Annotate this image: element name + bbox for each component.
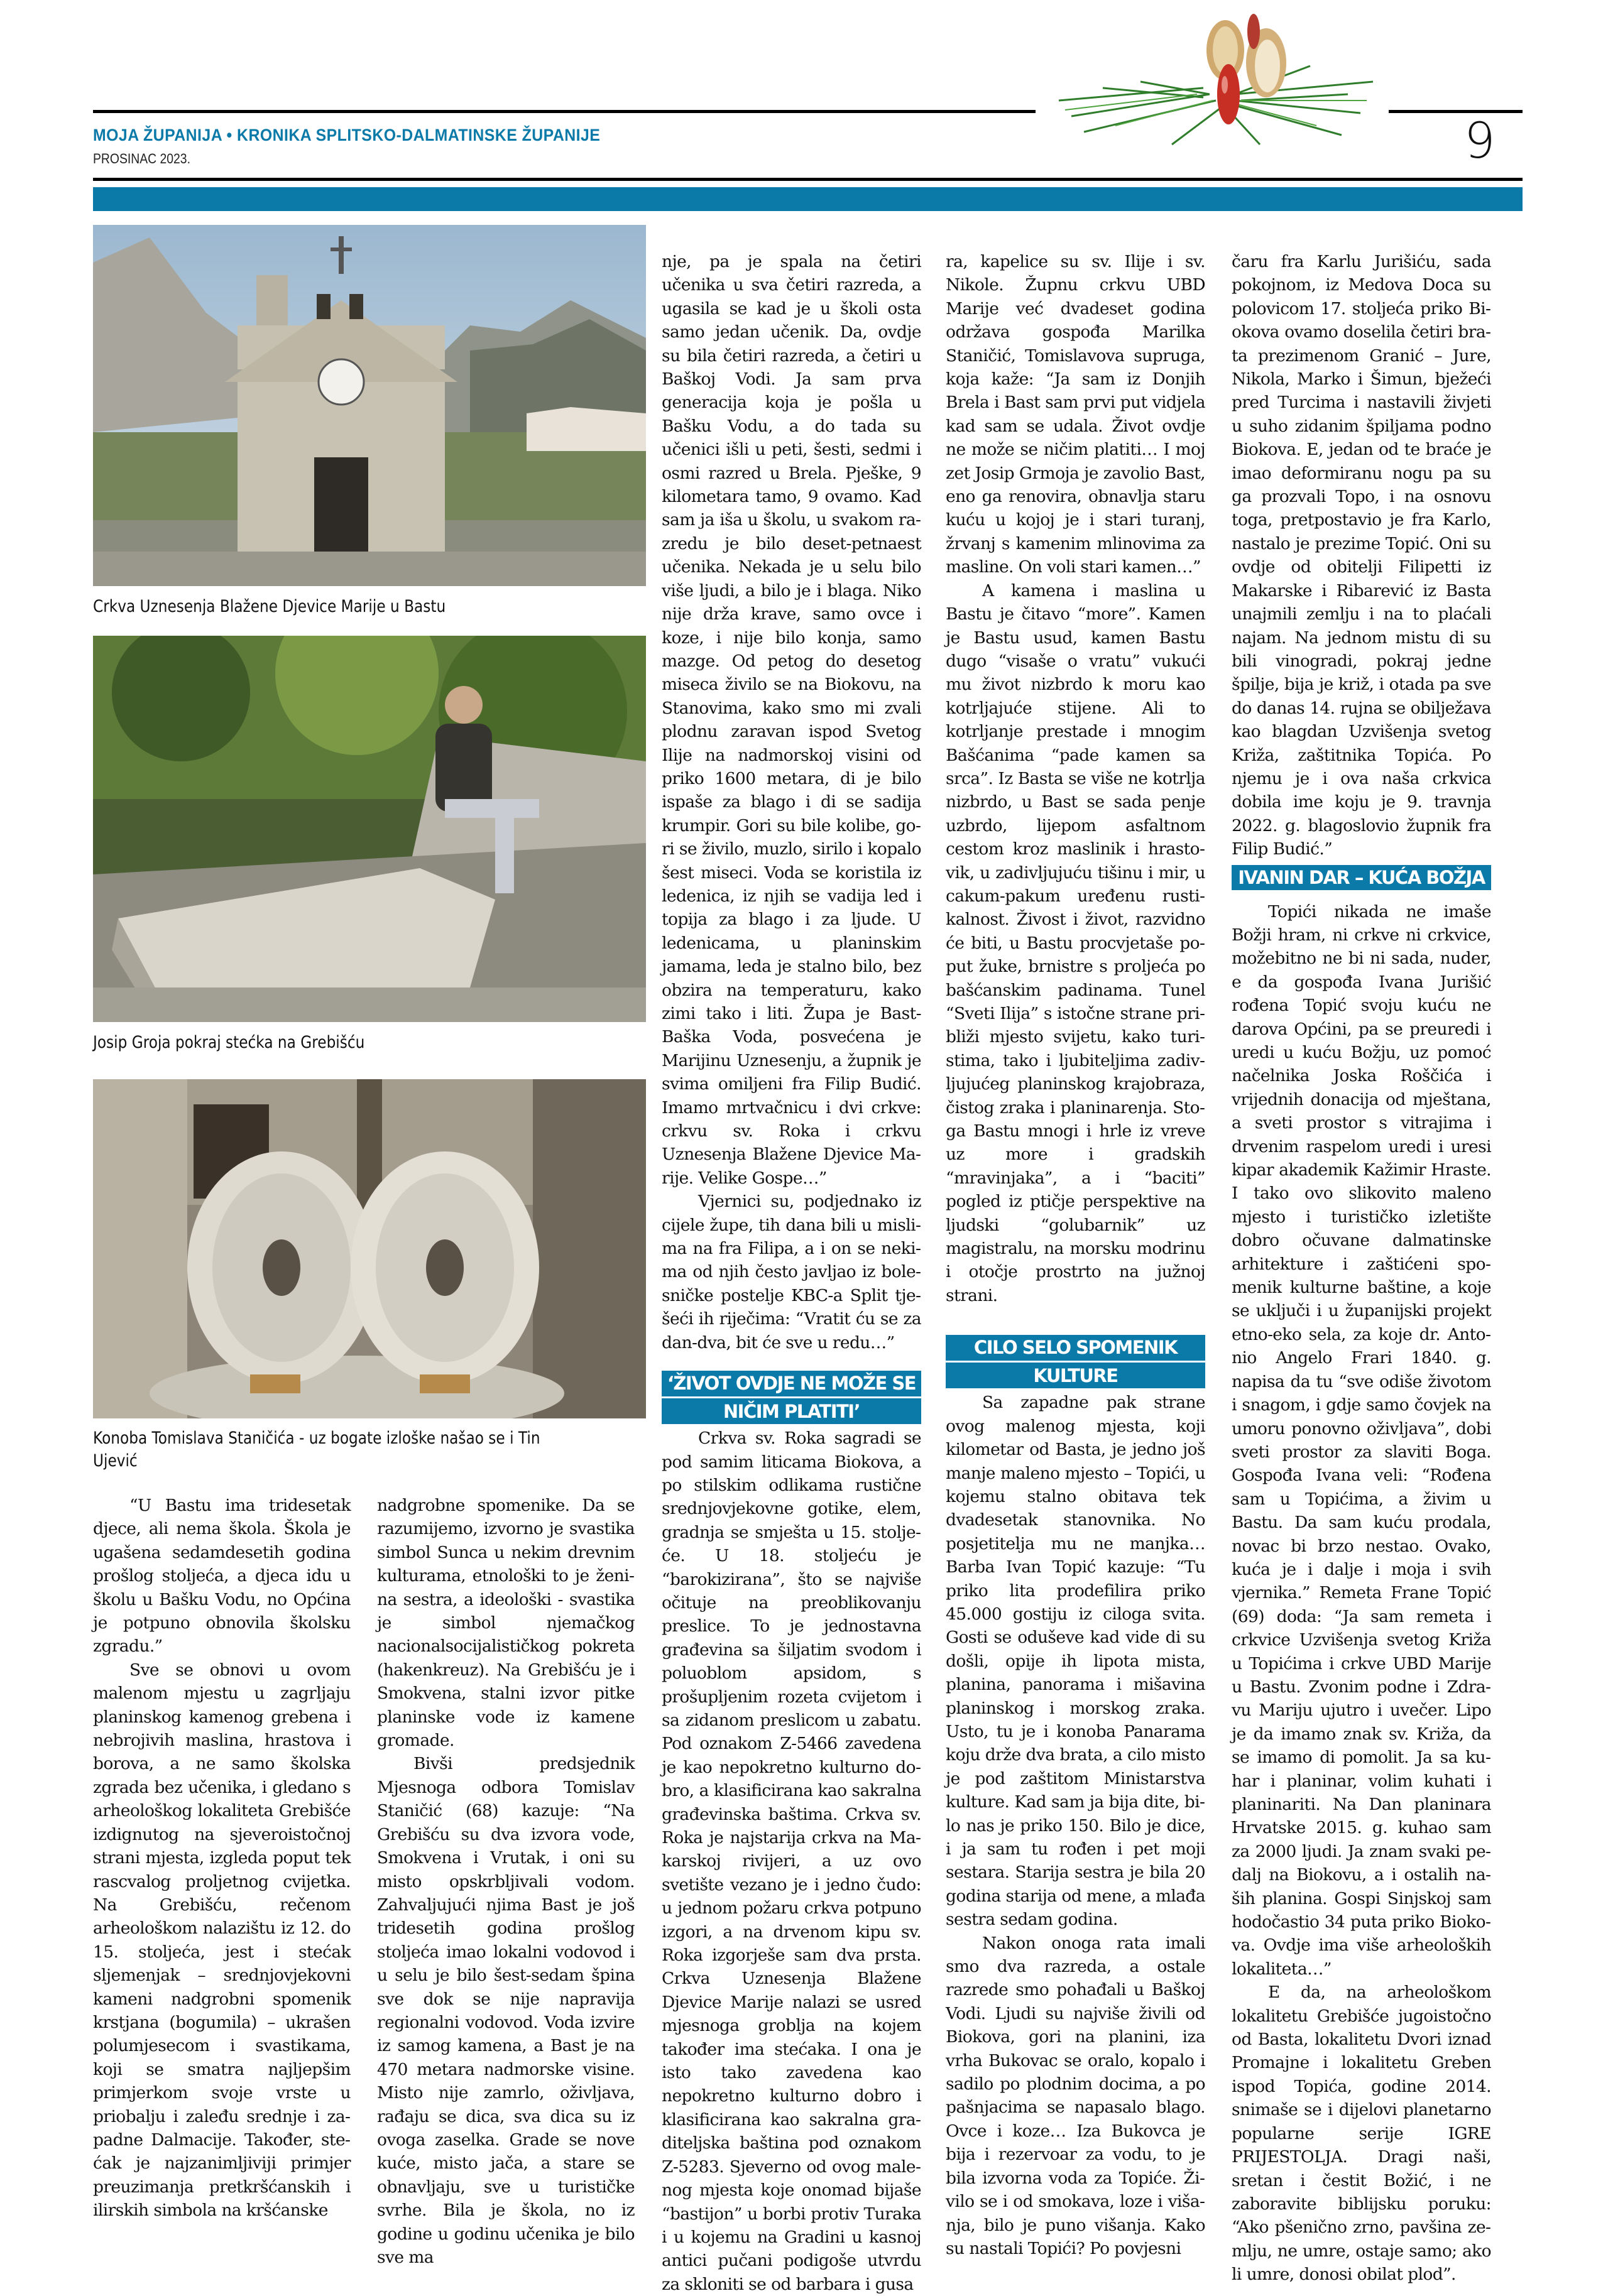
photo-stecak bbox=[93, 636, 646, 1022]
article-column-2 bbox=[377, 1494, 635, 2269]
article-column-1 bbox=[93, 1494, 351, 2223]
paragraph: A kamena i maslina u Bastu je čitavo “more”. Kamen je Bastu usud, kamen Bastu dugo “visaše o vratu” vukući mu život nizbrdo k moru kao kotrljajuće stijene. Ali to kotrljanje prestade i mnogim Bašćanima “pade kamen sa srca”. Iz Basta se više ne kotrlja nizbrdo, u Bast se sada penje uzbrdo, lijepom asfaltnom cestom kroz maslinik i hrastovik, u zadivljujuću tišinu i mir, u cakum-pakum uređenu rustikalnost. Živost i život, razvidno će biti, u Bastu procvjetaše poput žuke, brnistre s proljeća po bašćanskim padinama. Tunel “Sveti Ilija” s istočne strane približi mjesto svijetu, kako turistima, tako i ljubiteljima zadivljujućeg planinskog krajobraza, čistog zraka i planinarenja. Stoga Bastu mnogi i hrle iz vreve uz more i gradskih “mravinjaka”, a i “baciti” pogled iz ptičje perspektive na ljudski “golubarnik” uz magistralu, na morsku modrinu i otočje prostrto na južnoj strani. bbox=[946, 580, 1205, 1305]
photo-caption-church: Crkva Uznesenja Blažene Djevice Marije u Bastu bbox=[93, 597, 446, 616]
paragraph: Crkva sv. Roka sagradi se pod samim liticama Biokova, a po stilskim odlikama rustične srednjovjekovne gotike, elem, gradnja se smješta u 15. stoljeće. U 18. stoljeću je “barokizirana”, što se najviše očituje na preoblikovanju preslice. To je jednostavna građevina sa šiljatim svodom i poluoblom apsidom, s prošupljenim rozeta cvijetom i sa zidanom preslicom u zabatu. Pod oznakom Z-5466 zavedena je kao nepokretno kulturno dobro, a klasificirana kao sakralna građevinska baštima. Crkva sv. Roka je najstarija crkva na Makarskoj rivijeri, a uz ovo svetište vezano je i jedno čudo: u jednom požaru crkva potpuno izgori, a na drvenom kipu sv. Roka izgorješe sam dva prsta. Crkva Uznesenja Blažene Djevice Marije nalazi se usred mjesnoga groblja na kojem također ima stećaka. I ona je isto tako zavedena kao nepokretno kulturno dobro i klasificirana kao sakralna graditeljska baština pod oznakom Z-5283. Sjeverno od ovog malenog mjesta koje onomad bijaše “bastijon” u borbi protiv Turaka i u kojemu na Gradini u kasnoj antici pučani podigoše utvrdu za skloniti se od barbara i gusa bbox=[662, 1428, 921, 2294]
section-color-band bbox=[93, 187, 1523, 211]
subheading-zivot-ovdje: ‘ŽIVOT OVDJE NE MOŽE SE NIČIM PLATITI’ bbox=[662, 1371, 921, 1424]
paragraph: Sve se obnovi u ovom malenom mjestu u zagrljaju planinskog kamenog grebena i nebrojivih maslina, hrastova i borova, a ne samo školska zgrada bez učenika, i gledano s arheološkog lokaliteta Grebišće izdignutog na sjeveroistočnoj strani mjesta, izgleda poput tek rascvalog proljetnog cvijetka. Na Grebišću, rečenom arheološkom nalazištu iz 12. do 15. stoljeća, jest i stećak sljemenjak – srednjovjekovni kameni nadgrobni spomenik krstjana (bogumila) – ukrašen polumjesecom i svastikama, koji se smatra najljepšim primjerkom svoje vrste u priobalju i zaleđu srednje i zapadne Dalmacije. Također, stećak je najzanimljiviji primjer preuzimanja pretkršćanskih i ilirskih simbola na kršćanske bbox=[93, 1660, 351, 2221]
article-column-5 bbox=[1232, 250, 1491, 2287]
page-number: 9 bbox=[1464, 113, 1496, 170]
subheading-cilo-selo: CILO SELO SPOMENIK KULTURE bbox=[946, 1335, 1205, 1388]
article-column-3 bbox=[662, 250, 921, 2296]
header-top-rule-right bbox=[1389, 110, 1523, 113]
paragraph: ra, kapelice su sv. Ilije i sv. Nikole. Župnu crkvu UBD Marije već dvadeset godina održava gospođa Marilka Staničić, Tomislavova supruga, koja kaže: “Ja sam iz Donjih Brela i Bast sam prvi put vidjela kad sam se udala. Život ovdje ne može se ničim platiti… I moj zet Josip Grmoja je zavolio Bast, eno ga renovira, obnavlja staru kuću u kojoj je i stari turanj, žrvanj s kamenim mlinovima za masline. On voli stari kamen…” bbox=[946, 252, 1205, 577]
header-bottom-rule bbox=[93, 178, 1523, 181]
paragraph: čaru fra Karlu Jurišiću, sada pokojnom, iz Medova Doca su polovicom 17. stoljeća priko Biokova ovamo doselila četiri brata prezimenom Granić – Jure, Nikola, Marko i Šimun, bježeći pred Turcima i nastavili živjeti u suho zidanim špiljama podno Biokova. E, jedan od te braće je imao deformiranu nogu pa su ga prozvali Topo, i na osnovu toga, pretpostavio je fra Karlo, nastalo je prezime Topić. Oni su ovdje od obitelji Filipetti iz Makarske i Ribarević iz Basta unajmili zemlju i na to plaćali najam. Na jednom mistu di su bili vinogradi, pokraj jedne špilje, bija je križ, i otada pa sve do danas 14. rujna se obilježava kao blagdan Uzvišenja svetog Križa, zaštitnika Topića. Po njemu je i ova naša crkvica dobila ime koju je 9. travnja 2022. g. blagoslovio župnik fra Filip Budić.” bbox=[1232, 252, 1491, 859]
paragraph: nadgrobne spomenike. Da se razumijemo, izvorno je svastika simbol Sunca u nekim drevnim kulturama, etnološki to je ženina sestra, a ideološki - svastika je simbol njemačkog nacionalsocijalističkog pokreta (hakenkreuz). Na Grebišću je i Smokvena, stalni izvor pitke planinske vode iz kamene gromade. bbox=[377, 1496, 635, 1751]
subheading-ivanin-dar: IVANIN DAR – KUĆA BOŽJA bbox=[1232, 865, 1491, 890]
paragraph: Nakon onoga rata imali smo dva razreda, a ostale razrede smo pohađali u Baškoj Vodi. Ljudi su najviše živili od Biokova, gori na planini, iza vrha Bukovac se oralo, kopalo i sadilo po plodnim docima, a po pašnjacima se napasalo blago. Ovce i koze… Iza Bukovca je bija i rezervoar za vodu, to je bila izvorna voda za Topiće. Živilo se i od smokava, loze i višanja, bilo je puno višanja. Kako su nastali Topići? Po povjesni bbox=[946, 1933, 1205, 2258]
paragraph: “U Bastu ima tridesetak djece, ali nema škola. Škola je ugašena sedamdesetih godina prošlog stoljeća, a djeca idu u školu u Bašku Vodu, no Općina je potpuno obnovila školsku zgradu.” bbox=[93, 1496, 351, 1657]
section-title: MOJA ŽUPANIJA • KRONIKA SPLITSKO-DALMATINSKE ŽUPANIJE bbox=[93, 126, 601, 144]
christmas-ornament-icon bbox=[1046, 6, 1386, 157]
issue-date: PROSINAC 2023. bbox=[93, 151, 190, 166]
photo-caption-stecak: Josip Groja pokraj stećka na Grebišću bbox=[93, 1033, 365, 1052]
paragraph: E da, na arheološkom lokalitetu Grebišće jugoistočno od Basta, lokalitetu Dvori iznad Promajne i lokalitetu Greben ispod Topića, godine 2014. snimaše se i dijelovi planetarno popularne serije IGRE PRIJESTOLJA. Dragi naši, sretan i čestit Božić, i ne zaboravite biblijsku poruku: “Ako pšenično zrno, pavšina zemlju, ne umre, ostaje samo; ako li umre, donosi obilat plod”. bbox=[1232, 1983, 1491, 2285]
photo-olive-mill bbox=[93, 1079, 646, 1418]
photo-caption-olive-mill: Konoba Tomislava Staničića - uz bogate izloške našao se i Tin Ujević bbox=[93, 1428, 540, 1471]
paragraph: nje, pa je spala na četiri učenika u sva četiri razreda, a ugasila se kad je u školi osta samo jedan učenik. Da, ovdje su bila četiri razreda, a četiri u Baškoj Vodi. Ja sam prva generacija koja je pošla u Bašku Vodu, a do tada su učenici išli u peti, šesti, sedmi i osmi razred u Brela. Pješke, 9 kilometara tamo, 9 ovamo. Kad sam ja iša u školu, u svakom razredu je bilo deset-petnaest učenika. Nekada je u selu bilo više ljudi, a bilo je i blaga. Niko nije drža krave, samo ovce i koze, i nije bilo konja, samo mazge. Od petog do desetog miseca živilo se na Biokovu, na Stanovima, kako smo mi zvali plodnu zaravan ispod Svetog Ilije na nadmorskoj visini od priko 1600 metara, di je bilo ispaše za blago i di se sadija krumpir. Gori su bile kolibe, gori se živilo, muzlo, sirilo i kopalo šest miseci. Voda se koristila iz ledenica, iz njih se vadija led i topija za blago i za ljude. U ledenicama, u planinskim jamama, leda je stalno bilo, bez obzira na temperaturu, kako zimi tako i liti. Župa je Bast-Baška Voda, posvećena je Marijinu Uznesenju, a župnik je svima omiljeni fra Filip Budić. Imamo mrtvačnicu i dvi crkve: crkvu sv. Roka i crkvu Uznesenja Blažene Djevice Marije. Velike Gospe…” bbox=[662, 252, 921, 1188]
article-column-4 bbox=[946, 250, 1205, 2260]
paragraph: Topići nikada ne imaše Božji hram, ni crkve ni crkvice, možebitno ne bi ni sada, nuder, e da gospođa Ivana Jurišić rođena Topić svoju kuću ne darova Općini, pa se preuredi i uredi u kuću Božju, uz pomoć načelnika Joska Roščića i vrijednih donacija od mještana, a sveti prostor s vitrajima i drvenim raspelom uredi i uresi kipar akademik Kažimir Hraste. I tako ovo slikovito maleno mjesto i turističko izletište dobro očuvane dalmatinske arhitekture i zaštićeni spomenik kulturne baštine, a koje se uključi i u županijski projekt etno-eko sela, za koje dr. Antonio Angelo Frari 1840. g. napisa da tu “sve odiše životom i snagom, i gdje samo čovjek na umoru ponovno oživljava”, dobi sveti prostor za slaviti Boga. Gospođa Ivana veli: “Rođena sam u Topićima, a živim u Bastu. Da sam kuću prodala, novac bi brzo nestao. Ovako, kuća je i dalje i moja i svih vjernika.” Remeta Frane Topić (69) doda: “Ja sam remeta i crkvice Uzvišenja svetog Križa u Topićima i crkve UBD Marije u Bastu. Zvonim podne i Zdravu Mariju ujutro i uvečer. Lipo je da imamo znak sv. Križa, da se imamo di pomolit. Ja sa kuhar i planinar, volim kuhati i planinariti. Na Dan planinara Hrvatske 2015. g. kuhao sam za 2000 ljudi. Ja znam svaki pedalj na Biokovu, a i ostalih naših planina. Gospi Sinjskoj sam hodočastio 34 puta priko Biokova. Ovdje ima više arheoloških lokaliteta…” bbox=[1232, 901, 1491, 1979]
paragraph: Bivši predsjednik Mjesnoga odbora Tomislav Staničić (68) kazuje: “Na Grebišću su dva izvora vode, Smokvena i Vrutak, i oni su misto opskrbljivali vodom. Zahvaljujući njima Bast je još tridesetih godina prošlog stoljeća imao lokalni vodovod i u selu je bilo šest-sedam špina sve dok se nije napravija regionalni vodovod. Voda izvire iz samog kamena, a Bast je na 470 metara nadmorske visine. Misto nije zamrlo, oživljava, rađaju se dica, sva dica su iz ovoga zaselka. Grade se nove kuće, misto jača, a stare se obnavljaju, sve u turističke svrhe. Bila je škola, no iz godine u godinu učenika je bilo sve ma bbox=[377, 1754, 635, 2267]
paragraph: Vjernici su, podjednako iz cijele župe, tih dana bili u mislima na fra Filipa, a i on se nekima od njih često javljao iz bolesničke postelje KBC-a Split tješeći ih riječima: “Vratit ću se za dan-dva, bit će sve u redu…” bbox=[662, 1192, 921, 1352]
photo-church bbox=[93, 225, 646, 586]
paragraph: Sa zapadne pak strane ovog malenog mjesta, koji kilometar od Basta, je jedno još manje maleno mjesto – Topići, u kojemu stalno obitava tek dvadesetak stanovnika. No posjetitelja mu ne manjka… Barba Ivan Topić kazuje: “Tu priko lita prodefilira priko 45.000 gostiju iz ciloga svita. Gosti se oduševe kad vide di su došli, opije ih lipota mista, planina, panorama i mišavina planinskog i morskog zraka. Usto, tu je i konoba Panarama koju drže dva brata, a cilo misto je pod zaštitom Ministarstva kulture. Kad sam ja bija dite, bilo nas je priko 150. Bilo je dice, i ja sam tu rođen i pet moji sestara. Starija sestra je bila 20 godina starija od mene, a mlađa sestra sedam godina. bbox=[946, 1393, 1205, 1930]
header-top-rule bbox=[93, 110, 1036, 113]
